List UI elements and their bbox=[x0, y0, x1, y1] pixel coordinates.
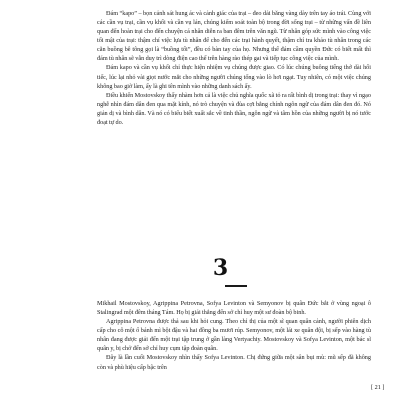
paragraph: Đây là lần cuối Mostovskoy nhìn thấy Sofya Levinton. Chị đứng giữa một sân bụi mù: mũ sếp đã không còn và phù hiệu cấp bậc trên bbox=[97, 354, 371, 371]
top-text-section bbox=[97, 9, 371, 127]
paragraph: Điều khiến Mostovskoy thấy nhàm hơn cả là việc chủ nghĩa quốc xã tỏ ra rất bình dị trong trại: thay vì ngạo nghễ nhìn đám dân đen qua mặt kính, nó trò chuyện và đùa cợt bằng chính ngôn ngữ của đám dân đen đó. Nó giản dị và bình dân. Và nó có biểu biết xuất sắc về tinh thần, ngôn ngữ và tâm hồn của những người bị nó tước đoạt tự do. bbox=[97, 91, 371, 126]
bottom-text-section bbox=[97, 299, 371, 372]
chapter-number: 3 bbox=[212, 255, 229, 281]
paragraph: Đám kapo và cần vụ khối chỉ thực hiện nhiệm vụ chúng được giao. Có lúc chúng buông tiếng thở dài hối tiếc, lúc lại nhỏ vài giọt nước mắt cho những người chúng tống vào lò hơi ngạt. Tuy nhiên, có một việc chúng không bao giờ làm, ấy là ghi tên mình vào những danh sách ấy. bbox=[97, 64, 371, 90]
page-number: [ 21 ] bbox=[371, 384, 385, 391]
chapter-divider bbox=[225, 285, 247, 287]
paragraph: Agrippina Petrovna được thả sau khi hỏi cung. Theo chỉ thị của một sĩ quan quân cảnh, người phiên dịch cấp cho cô một ổ bánh mì bột đậu và hai đồng ba mươi rúp. Semyonov, một lái xe quân đội, bị sếp vào hàng tù nhân đang được giải đến một trại tập trung ở gần làng Vertyachiy. Mostovskoy và Sofya Levinton, một bác sĩ quân y, bị chở đến sở chỉ huy cụm tập đoàn quân. bbox=[97, 318, 371, 353]
paragraph: Đám “kapo” – bọn cảnh sát hung ác và cảnh giác của trại – đeo dải băng vàng dày trên tay áo trái. Cùng với các cần vụ trại, cần vụ khối và cần vụ lán, chúng kiểm soát toàn bộ trong đời sống trại – từ những vấn đề liên quan đến hoàn trại cho đến chuyện cá nhân diễn ra ban đêm trên văn ngũ. Từ nhân góp sức mình vào công việc tối mật của trại: thậm chí việc lựa tù nhân để cho đến các trại hành quyết, thậm chí tra khảo tù nhân trong các căn buồng bê tông gọi là “buồng tối”, đều có bàn tay của họ. Nhưng thế đám cầm quyền Đức có biết mất thì đám tù nhân sẽ vẫn duy trì dòng điện cao thế trên hàng rào thép gai và tiếp tục công việc của mình. bbox=[97, 10, 371, 63]
paragraph: Mikhail Mostovskoy, Agrippina Petrovna, Sofya Levinton và Semyonov bị quân Đức bắt ở vùng ngoại ô Stalingrad một đêm tháng Tám. Họ bị giải thẳng đến sở chỉ huy một sư đoàn bộ binh. bbox=[97, 300, 371, 317]
